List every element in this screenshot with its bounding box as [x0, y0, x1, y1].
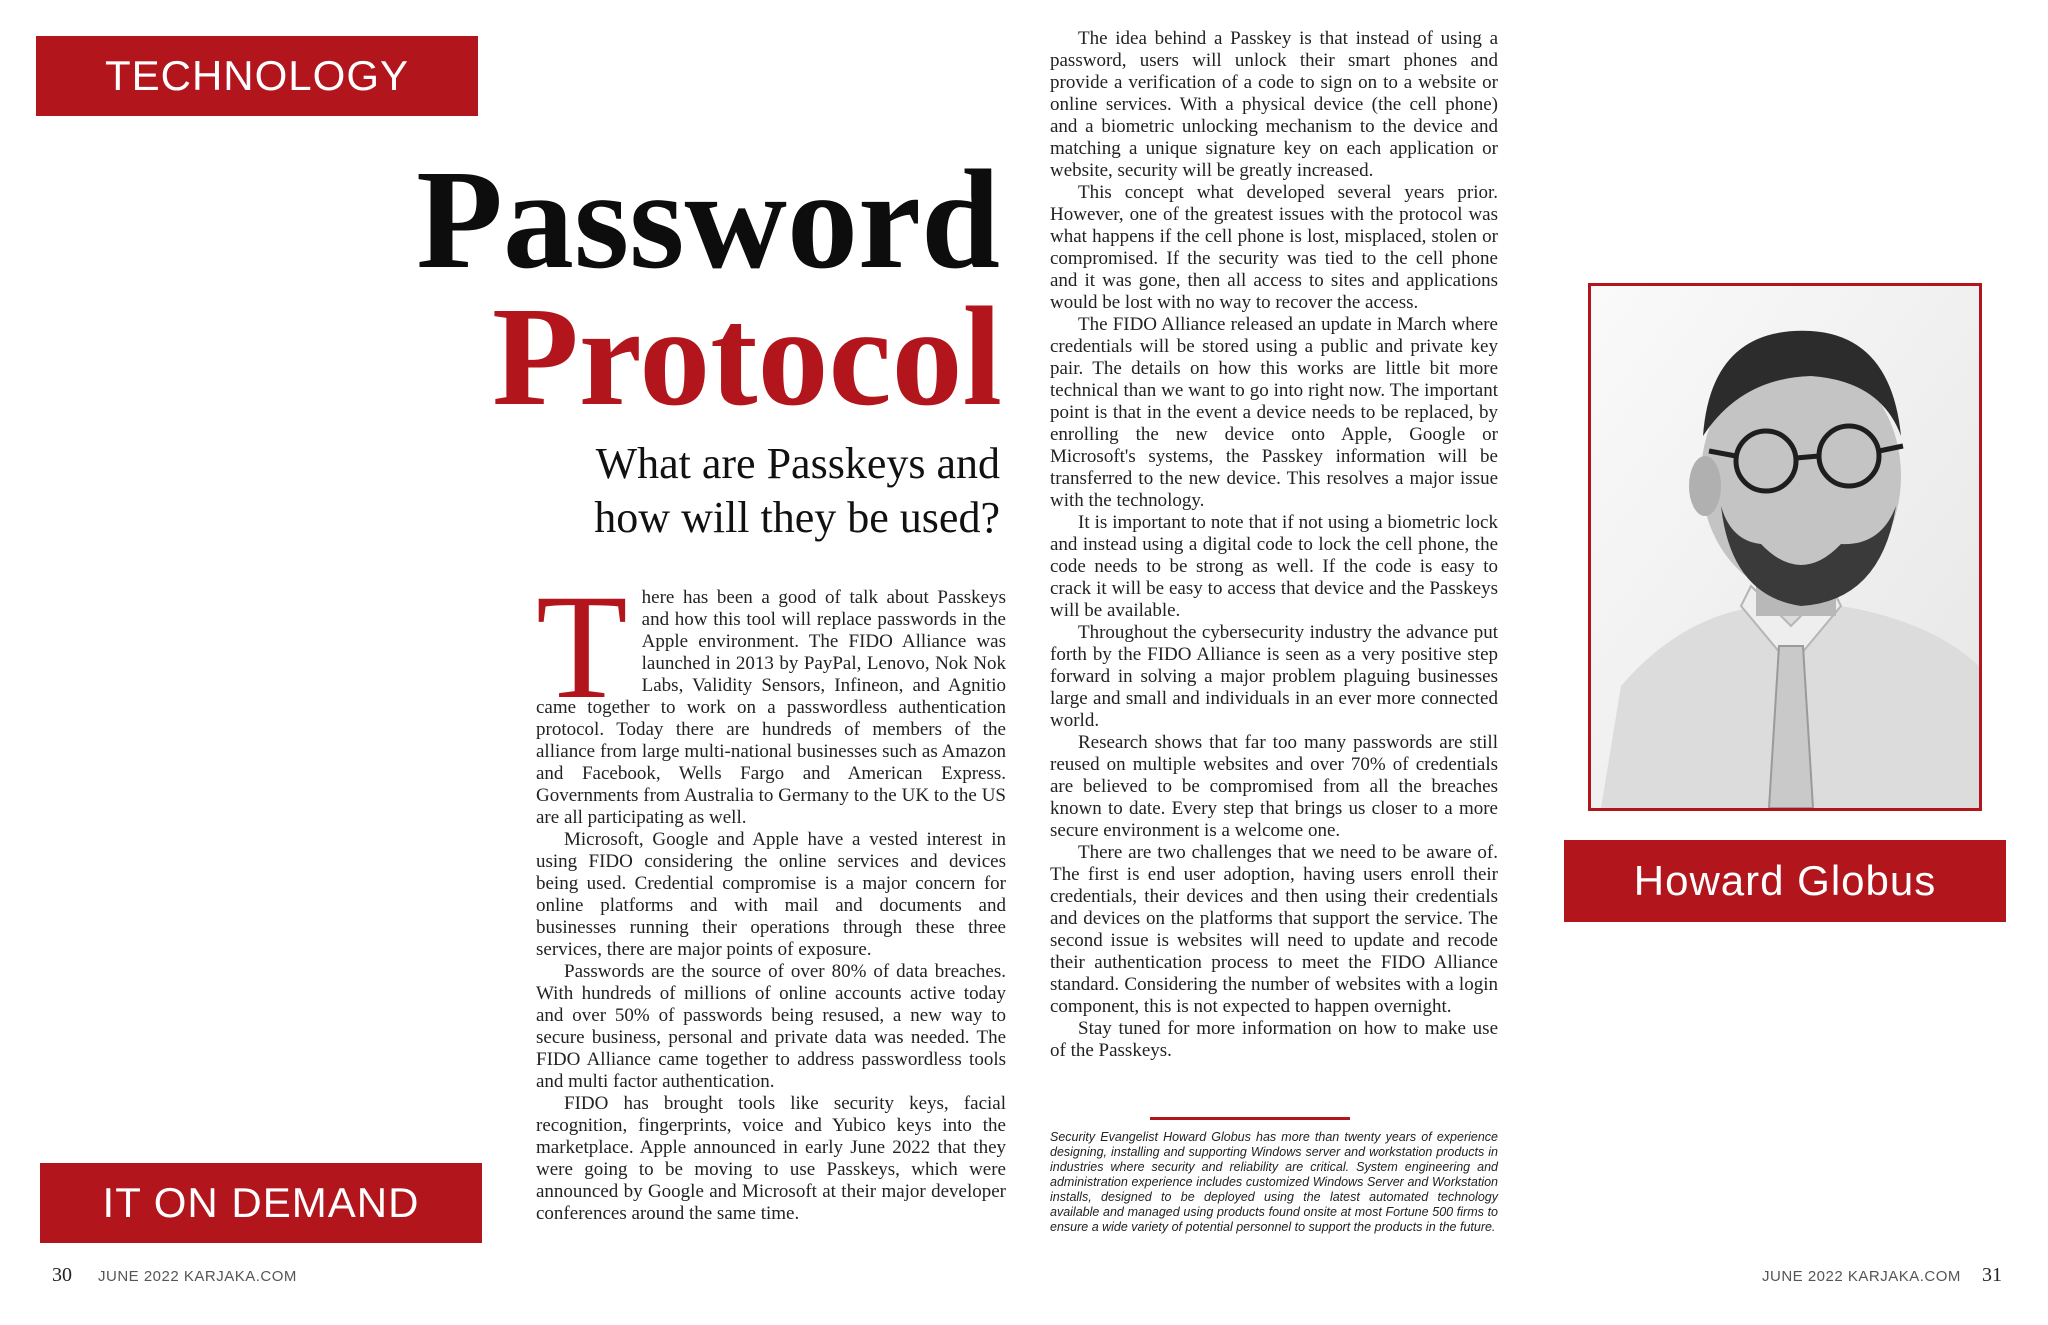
- article-paragraph: Throughout the cybersecurity industry the advance put forth by the FIDO Alliance is seen as a very positive step forward in solving a major problem plaguing businesses large and small and individuals in an ever more connected world.: [1050, 622, 1498, 731]
- article-paragraph: The FIDO Alliance released an update in March where credentials will be stored using a public and private key pair. The details on how this works are little bit more technical than we want to go into right now. The important point is that in the event a device needs to be replaced, by enrolling the new device onto Apple, Google or Microsoft's systems, the Passkey information will be transferred to the new device. This resolves a major issue with the technology.: [1050, 314, 1498, 511]
- column-banner: IT ON DEMAND: [40, 1163, 482, 1243]
- page-number-left: 30: [52, 1264, 72, 1286]
- footer-left: JUNE 2022 KARJAKA.COM: [98, 1268, 297, 1285]
- subheadline: What are Passkeys and how will they be used?: [594, 439, 1000, 542]
- headline-line-2: Protocol: [492, 277, 1002, 435]
- article-column-left: [536, 564, 1006, 1225]
- article-paragraph: Microsoft, Google and Apple have a vested interest in using FIDO considering the online services and devices being used. Credential compromise is a major concern for online platforms and with mail and documents and businesses running their operations through these three services, there are major points of exposure.: [536, 829, 1006, 960]
- drop-cap: T: [536, 564, 628, 730]
- article-paragraph: Passwords are the source of over 80% of data breaches. With hundreds of millions of online accounts active today and over 50% of passwords being resused, a new way to secure business, personal and private data was needed. The FIDO Alliance came together to address passwordless tools and multi factor authentication.: [536, 961, 1006, 1092]
- page-number-right: 31: [1982, 1264, 2002, 1286]
- article-paragraph: There are two challenges that we need to be aware of. The first is end user adoption, having users enroll their credentials, their devices and then using their credentials and devices on the platforms that support the service. The second issue is websites will need to update and recode their authentication process to meet the FIDO Alliance standard. Considering the number of websites with a login component, this is not expected to happen overnight.: [1050, 842, 1498, 1017]
- article-paragraph: Stay tuned for more information on how to make use of the Passkeys.: [1050, 1018, 1498, 1061]
- article-column-right: [1050, 28, 1498, 1062]
- footer-right: JUNE 2022 KARJAKA.COM: [1762, 1268, 1961, 1285]
- author-portrait-icon: [1588, 283, 1982, 811]
- bio-divider: [1150, 1117, 1350, 1120]
- article-paragraph: The idea behind a Passkey is that instead of using a password, users will unlock their smart phones and provide a verification of a code to sign on to a website or online services. With a physical device (the cell phone) and a biometric unlocking mechanism to the device and matching a unique signature key on each application or website, security will be greatly increased.: [1050, 28, 1498, 181]
- article-paragraph: Research shows that far too many passwords are still reused on multiple websites and over 70% of credentials are believed to be compromised from all the breaches known to date. Every step that brings us closer to a more secure environment is a welcome one.: [1050, 732, 1498, 841]
- section-banner: TECHNOLOGY: [36, 36, 478, 116]
- author-bio: Security Evangelist Howard Globus has more than twenty years of experience designing, installing and supporting Windows server and workstation products in industries where security and reliability are critical. System engineering and administration experience includes customized Windows Server and Workstation installs, designed to be deployed using the latest automated technology available and managed using products found onsite at most Fortune 500 firms to ensure a wide variety of potential personnel to support the products in the future.: [1050, 1130, 1498, 1234]
- headline-line-1: Password: [416, 140, 1000, 298]
- article-paragraph: It is important to note that if not using a biometric lock and instead using a digital code to lock the cell phone, the code needs to be strong as well. If the code is easy to crack it will be easy to access that device and the Passkeys will be available.: [1050, 512, 1498, 621]
- author-name-banner: Howard Globus: [1564, 840, 2006, 922]
- article-paragraph: here has been a good of talk about Passkeys and how this tool will replace passwords in the Apple environment. The FIDO Alliance was launched in 2013 by PayPal, Lenovo, Nok Nok Labs, Validity Sensors, Infineon, and Agnitio came together to work on a passwordless authentication protocol. Today there are hundreds of members of the alliance from large multi-national businesses such as Amazon and Facebook, Wells Fargo and American Express. Governments from Australia to Germany to the UK to the US are all participating as well.: [536, 587, 1006, 828]
- article-paragraph: FIDO has brought tools like security keys, facial recognition, fingerprints, voice and Yubico keys into the marketplace. Apple announced in early June 2022 that they were going to be moving to use Passkeys, which were announced by Google and Microsoft at their major developer conferences around the same time.: [536, 1093, 1006, 1224]
- article-paragraph: This concept what developed several years prior. However, one of the greatest issues with the protocol was what happens if the cell phone is lost, misplaced, stolen or compromised. If the security was tied to the cell phone and it was gone, then all access to sites and applications would be lost with no way to recover the access.: [1050, 182, 1498, 313]
